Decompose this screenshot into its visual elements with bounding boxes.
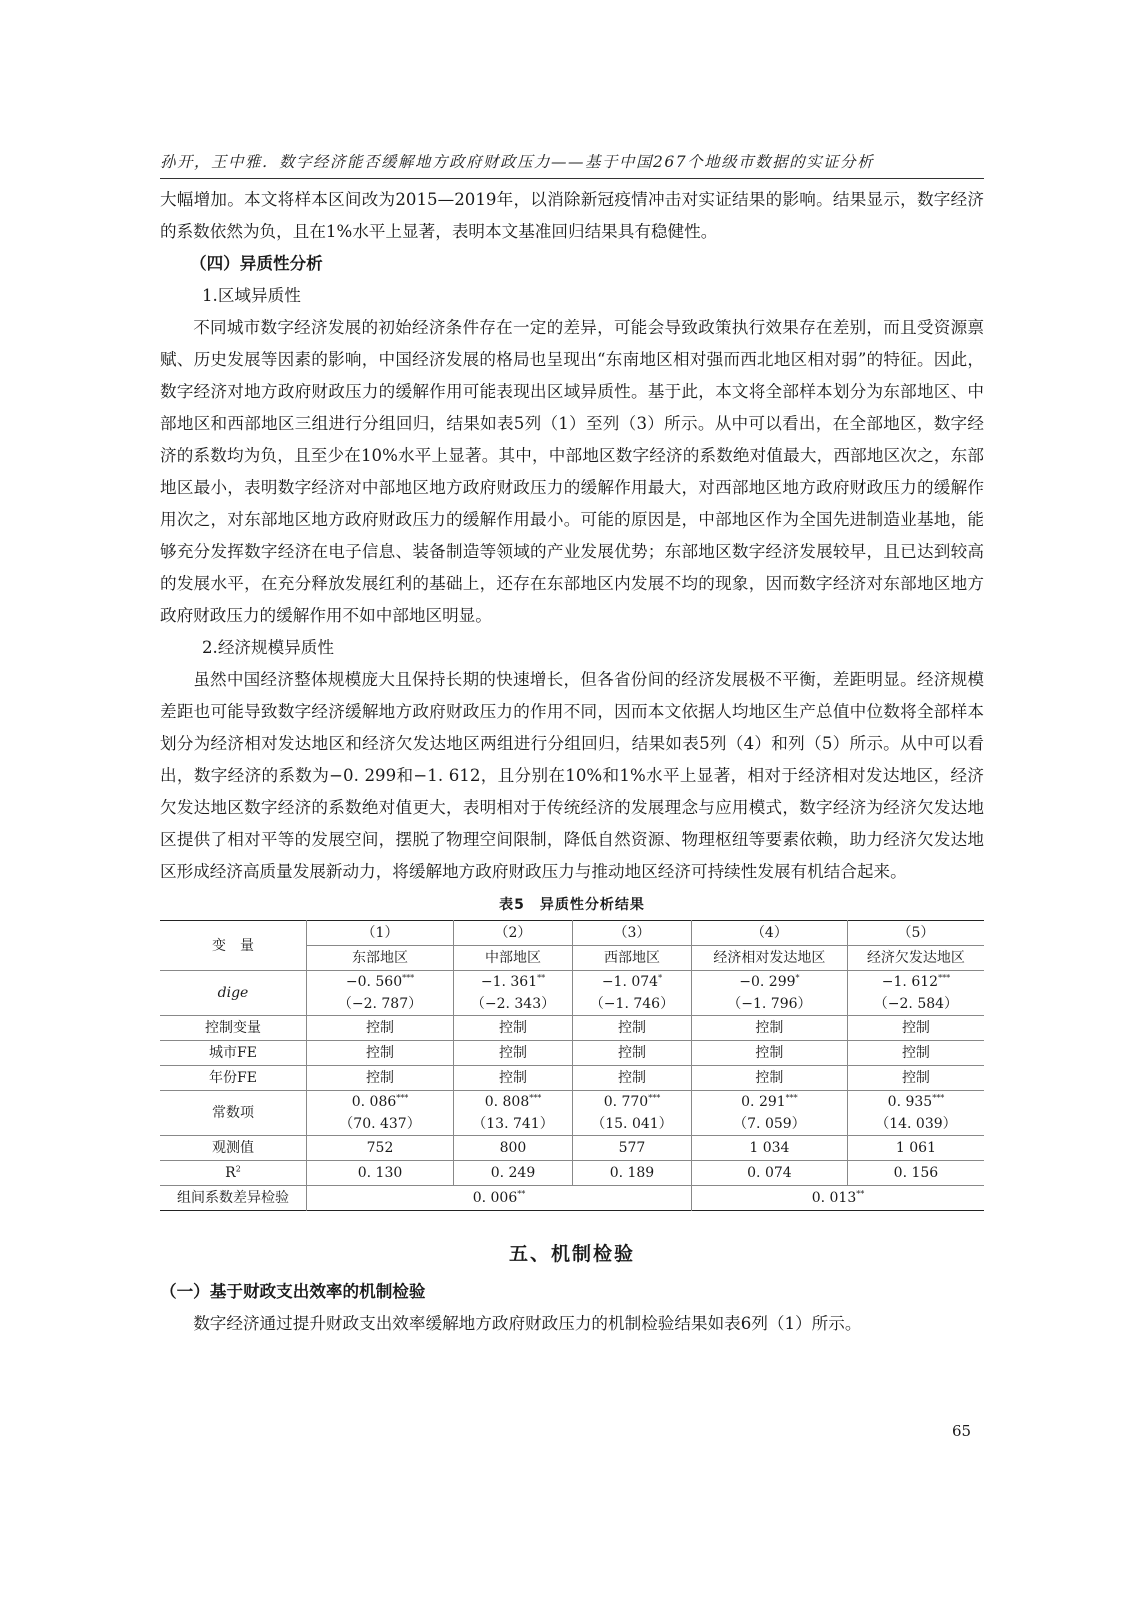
col-number: （1） <box>307 921 454 946</box>
table-cell: 控制 <box>691 1066 847 1091</box>
col-name: 东部地区 <box>307 946 454 971</box>
table-cell: 控制 <box>691 1016 847 1041</box>
table-cell: 752 <box>307 1136 454 1161</box>
table-cell: 577 <box>572 1136 691 1161</box>
table-cell: 控制 <box>691 1041 847 1066</box>
subheading-region: 1.区域异质性 <box>202 286 301 305</box>
table-cell: 0. 189 <box>572 1161 691 1186</box>
header-rule <box>160 178 984 179</box>
table-cell: 控制 <box>572 1066 691 1091</box>
table-cell: 控制 <box>847 1066 984 1091</box>
table-row-diff-test <box>160 1186 984 1211</box>
col-number: （2） <box>454 921 573 946</box>
page-number: 65 <box>952 1422 972 1440</box>
table-cell: −1. 074* （−1. 746） <box>572 971 691 1016</box>
paragraph-region: 不同城市数字经济发展的初始经济条件存在一定的差异，可能会导致政策执行效果存在差别，而且受资源禀赋、历史发展等因素的影响，中国经济发展的格局也呈现出“东南地区相对强而西北地区相对弱”的特征。因此，数字经济对地方政府财政压力的缓解作用可能表现出区域异质性。基于此，本文将全部样本划分为东部地区、中部地区和西部地区三组进行分组回归，结果如表5列（1）至列（3）所示。从中可以看出，在全部地区，数字经济的系数均为负，且至少在10%水平上显著。其中，中部地区数字经济的系数绝对值最大，西部地区次之，东部地区最小，表明数字经济对中部地区地方政府财政压力的缓解作用最大，对西部地区地方政府财政压力的缓解作用次之，对东部地区地方政府财政压力的缓解作用最小。可能的原因是，中部地区作为全国先进制造业基地，能够充分发挥数字经济在电子信息、装备制造等领域的产业发展优势；东部地区数字经济发展较早，且已达到较高的发展水平，在充分释放发展红利的基础上，还存在东部地区内发展不均的现象，因而数字经济对东部地区地方政府财政压力的缓解作用不如中部地区明显。 <box>160 318 984 625</box>
table-title: 表5 异质性分析结果 <box>499 897 645 913</box>
col-number: （4） <box>691 921 847 946</box>
table-cell: 控制 <box>572 1016 691 1041</box>
table-cell: 0. 808*** （13. 741） <box>454 1091 573 1136</box>
section-heading-mechanism: 五、机制检验 <box>508 1243 635 1265</box>
table-cell: 控制 <box>847 1041 984 1066</box>
table-row-dige <box>160 971 984 1016</box>
row-label: 组间系数差异检验 <box>160 1186 307 1211</box>
table-row-controls <box>160 1016 984 1041</box>
table-header-row <box>160 921 984 946</box>
col-number: （5） <box>847 921 984 946</box>
var-header: 变 量 <box>160 921 307 971</box>
col-name: 中部地区 <box>454 946 573 971</box>
table-row-city-fe <box>160 1041 984 1066</box>
table-cell: 0. 130 <box>307 1161 454 1186</box>
table-cell: 控制 <box>454 1041 573 1066</box>
table-cell: 1 061 <box>847 1136 984 1161</box>
section-heading-heterogeneity: （四）异质性分析 <box>190 254 323 273</box>
table-cell: 0. 156 <box>847 1161 984 1186</box>
table-cell: 控制 <box>307 1041 454 1066</box>
table-row-constant <box>160 1091 984 1136</box>
table-cell: 控制 <box>454 1016 573 1041</box>
table-row-observations <box>160 1136 984 1161</box>
row-label: 常数项 <box>160 1091 307 1136</box>
table-cell: 1 034 <box>691 1136 847 1161</box>
table-cell: 800 <box>454 1136 573 1161</box>
paragraph-intro: 大幅增加。本文将样本区间改为2015—2019年，以消除新冠疫情冲击对实证结果的影响。结果显示，数字经济的系数依然为负，且在1%水平上显著，表明本文基准回归结果具有稳健性。 <box>160 190 984 241</box>
paragraph-mechanism: 数字经济通过提升财政支出效率缓解地方政府财政压力的机制检验结果如表6列（1）所示。 <box>193 1314 862 1333</box>
col-name: 经济欠发达地区 <box>847 946 984 971</box>
table-cell: 0. 935*** （14. 039） <box>847 1091 984 1136</box>
subheading-scale: 2.经济规模异质性 <box>202 638 334 657</box>
table-cell: 控制 <box>847 1016 984 1041</box>
subsection-heading-fiscal-efficiency: （一）基于财政支出效率的机制检验 <box>160 1282 426 1301</box>
table-cell: −1. 361** （−2. 343） <box>454 971 573 1016</box>
paragraph-scale: 虽然中国经济整体规模庞大且保持长期的快速增长，但各省份间的经济发展极不平衡，差距明显。经济规模差距也可能导致数字经济缓解地方政府财政压力的作用不同，因而本文依据人均地区生产总值中位数将全部样本划分为经济相对发达地区和经济欠发达地区两组进行分组回归，结果如表5列（4）和列（5）所示。从中可以看出，数字经济的系数为−0. 299和−1. 612，且分别在10%和1%水平上显著，相对于经济相对发达地区，经济欠发达地区数字经济的系数绝对值更大，表明相对于传统经济的发展理念与应用模式，数字经济为经济欠发达地区提供了相对平等的发展空间，摆脱了物理空间限制，降低自然资源、物理枢纽等要素依赖，助力经济欠发达地区形成经济高质量发展新动力，将缓解地方政府财政压力与推动地区经济可持续性发展有机结合起来。 <box>160 670 984 881</box>
table-row-r2 <box>160 1161 984 1186</box>
table-cell: 0. 013** <box>691 1186 984 1211</box>
table-cell: 控制 <box>307 1066 454 1091</box>
page-content <box>160 184 984 1340</box>
table-cell: −0. 299* （−1. 796） <box>691 971 847 1016</box>
row-label: 控制变量 <box>160 1016 307 1041</box>
row-label: $R^2$ <box>160 1161 307 1186</box>
table-cell: −1. 612*** （−2. 584） <box>847 971 984 1016</box>
table-cell: −0. 560*** （−2. 787） <box>307 971 454 1016</box>
row-label: 年份FE <box>160 1066 307 1091</box>
running-header: 孙开，王中雅．数字经济能否缓解地方政府财政压力——基于中国267个地级市数据的实证分析 <box>160 153 875 171</box>
row-label: 观测值 <box>160 1136 307 1161</box>
table-cell: 0. 074 <box>691 1161 847 1186</box>
col-name: 西部地区 <box>572 946 691 971</box>
table-cell: 0. 006** <box>307 1186 692 1211</box>
row-label: 城市FE <box>160 1041 307 1066</box>
table-cell: 控制 <box>307 1016 454 1041</box>
table-cell: 0. 249 <box>454 1161 573 1186</box>
table-cell: 0. 086*** （70. 437） <box>307 1091 454 1136</box>
table-row-year-fe <box>160 1066 984 1091</box>
table-cell: 控制 <box>454 1066 573 1091</box>
results-table <box>160 920 984 1211</box>
table-cell: 0. 291*** （7. 059） <box>691 1091 847 1136</box>
row-label: dige <box>160 971 307 1016</box>
col-number: （3） <box>572 921 691 946</box>
col-name: 经济相对发达地区 <box>691 946 847 971</box>
table-cell: 控制 <box>572 1041 691 1066</box>
table-cell: 0. 770*** （15. 041） <box>572 1091 691 1136</box>
